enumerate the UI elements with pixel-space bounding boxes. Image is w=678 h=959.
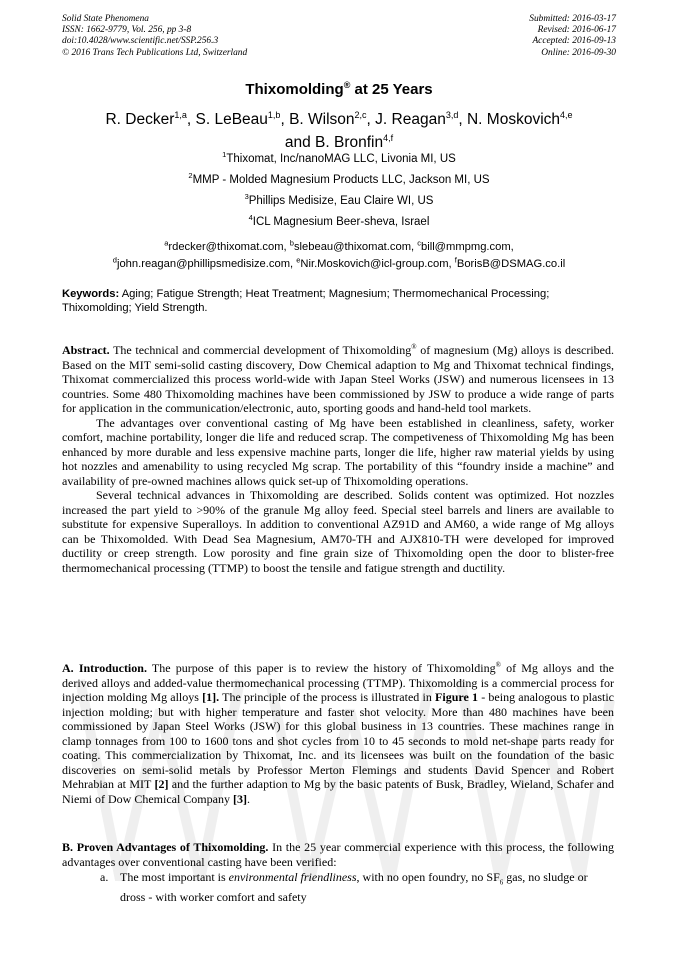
author-emails xyxy=(60,236,618,271)
email[interactable]: $^d$john.reagan@phillipsmedisize.com, xyxy=(112,255,297,271)
author-list xyxy=(60,106,618,152)
introduction-heading: A. Introduction. xyxy=(62,661,147,675)
journal-copyright: © 2016 Trans Tech Publications Ltd, Switzerland xyxy=(62,47,248,58)
keywords-list: Aging; Fatigue Strength; Heat Treatment; Magnesium; Thermomechanical Processing; Thixomolding; Yield Strength. xyxy=(62,288,550,314)
email[interactable]: $^b$slebeau@thixomat.com, xyxy=(289,238,418,253)
keywords-label: Keywords: xyxy=(62,288,120,300)
date-submitted: Submitted: 2016-03-17 xyxy=(529,14,616,24)
affiliation: $^3$Phillips Medisize, Eau Claire WI, US xyxy=(244,192,434,207)
advantages-section xyxy=(62,840,614,869)
list-item xyxy=(100,870,614,904)
citation-link[interactable]: [2] xyxy=(154,777,169,791)
journal-issn: ISSN: 1662-9779, Vol. 256, pp 3-8 xyxy=(62,25,192,36)
introduction-section xyxy=(62,658,614,806)
email[interactable]: $^e$Nir.Moskovich@icl-group.com, xyxy=(296,255,455,271)
abstract-section xyxy=(62,340,614,575)
email[interactable]: $^c$bill@mmpmg.com, xyxy=(417,238,514,253)
list-item-text: The most important is environmental friendliness, with no open foundry, no $SF_6$ gas, no sludge or dross - with worker comfort and safety xyxy=(120,870,588,904)
figure-reference[interactable]: Figure 1 xyxy=(435,690,479,704)
abstract-paragraph: Abstract. The technical and commercial development of Thixomolding® of magnesium (Mg) alloys is described. Based on the MIT semi-solid casting discovery, Dow Chemical adaption to Mg and Thixomat technical findings, Thixomat commercialized this process world-wide with Japan Steel Works (JSW) and numerous licensees in 13 countries. Some 480 Thixomolding machines have been commissioned by JSW to produce a wide range of parts for application in the communication/electronic, auto, sporting goods and hand-held tool markets. xyxy=(62,343,614,415)
affiliation: $^1$Thixomat, Inc/nanoMAG LLC, Livonia MI, US xyxy=(222,150,456,165)
author: B. Wilson$^{2,c}$, xyxy=(289,110,376,129)
author: R. Decker$^{1,a}$, xyxy=(105,110,196,129)
title-registered-mark: ® xyxy=(343,80,351,90)
journal-name: Solid State Phenomena xyxy=(62,14,149,24)
abstract-paragraph: The advantages over conventional casting of Mg have been established in cleanliness, safety, worker comfort, machine portability, longer die life and reduced scrap. The competiveness of Thixomolding Mg has been enhanced by more durable and less expensive machine parts, longer die life, higher raw material yields by using hot nozzles and amenability to using recycled Mg scrap. The portability of this “foundry inside a machine” and availability of pre-owned machines allows quick set-up of Thixomolding operations. xyxy=(62,415,614,488)
email[interactable]: $^f$BorisB@DSMAG.co.il xyxy=(454,255,566,271)
list-marker: a. xyxy=(100,870,109,884)
advantages-heading: B. Proven Advantages of Thixomolding. xyxy=(62,840,269,854)
affiliation: $^2$MMP - Molded Magnesium Products LLC, Jackson MI, US xyxy=(188,171,490,186)
journal-doi: doi:10.4028/www.scientific.net/SSP.256.3 xyxy=(62,36,219,47)
citation-link[interactable]: [3] xyxy=(232,791,247,806)
journal-info xyxy=(62,14,247,59)
date-accepted: Accepted: 2016-09-13 xyxy=(532,36,616,47)
paper-title xyxy=(0,80,678,98)
submission-dates xyxy=(529,14,616,59)
date-online: Online: 2016-09-30 xyxy=(541,47,616,58)
affiliation: $^4$ICL Magnesium Beer-sheva, Israel xyxy=(248,213,430,228)
title-rest: at 25 Years xyxy=(350,81,433,98)
introduction-paragraph: A. Introduction. The purpose of this paper is to review the history of Thixomolding® of Mg alloys and the derived alloys and added-value thermomechanical processing (TTMP). Thixomolding is a commercial process for injection molding Mg alloys [1]. The principle of the process is illustrated in Figure 1 - being analogous to plastic injection molding; but with higher temperature and faster shot velocity. More than 480 machines have been commissioned by Japan Steel Works (JSW) for this global business in 13 countries. These machines range in clamp tonnages from 100 to 1600 tons and shot cycles from 10 to 45 seconds to mold net-shape parts ready for coating. This commercialization by Thixomat, Inc. and its licensees was built on the foundation of the basic discoveries on semi-solid metals by Professor Merton Flemings and students David Spencer and Robert Mehrabian at MIT [2] and the further adaption to Mg by the basic patents of Busk, Bradley, Wieland, Schafer and Niemi of Dow Chemical Company [3]. xyxy=(62,661,615,806)
author: J. Reagan$^{3,d}$, xyxy=(375,110,467,129)
author: N. Moskovich$^{4,e}$ xyxy=(466,110,573,129)
citation-link[interactable]: [1]. xyxy=(202,690,220,704)
author: and B. Bronfin$^{4,f}$ xyxy=(284,133,394,152)
abstract-label: Abstract. xyxy=(62,343,110,357)
email[interactable]: $^a$rdecker@thixomat.com, xyxy=(164,238,290,253)
abstract-paragraph: Several technical advances in Thixomolding are described. Solids content was optimized. Hot nozzles increased the part yield to >90% of the granule Mg alloy feed. Special steel barrels and liners are available to substitute for expensive Superalloys. In addition to conventional AZ91D and AM60, a wide range of Mg alloys can be Thixomolded. With Dead Sea Magnesium, AM70-TH and AJX810-TH were developed for improved ductility or creep strength. Low porosity and fine grain size of Thixomolding open the door to blister-free thermomechanical processing (TTMP) to boost the tensile and fatigue strength and ductility. xyxy=(62,488,614,575)
date-revised: Revised: 2016-06-17 xyxy=(537,25,616,36)
title-text: Thixomolding xyxy=(245,81,344,98)
author: S. LeBeau$^{1,b}$, xyxy=(195,110,290,129)
keywords xyxy=(62,287,614,315)
advantages-paragraph: B. Proven Advantages of Thixomolding. In the 25 year commercial experience with this process, the following advantages over conventional casting have been verified: xyxy=(62,840,615,869)
